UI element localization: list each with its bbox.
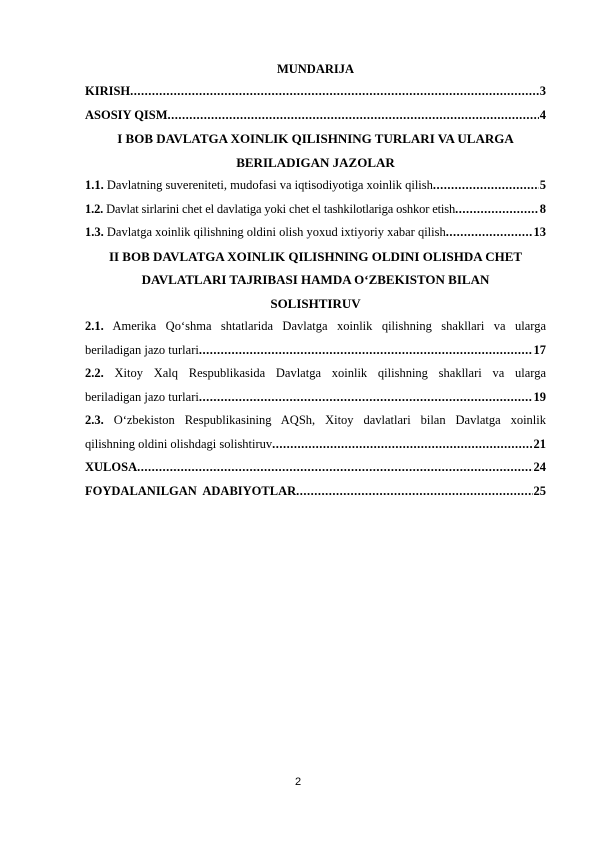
toc-entry-continuation xyxy=(85,339,546,363)
dot-leader xyxy=(137,456,532,480)
toc-entry-continuation xyxy=(85,433,546,457)
chapter-2-title-line: SOLISHTIRUV xyxy=(270,295,361,311)
toc-entry-page: 25 xyxy=(533,483,546,498)
toc-entry-label: ASOSIY QISM xyxy=(85,107,168,122)
toc-entry-kirish[interactable] xyxy=(85,80,546,104)
section-text: qilishning oldini olishdagi solishtiruv xyxy=(85,436,273,451)
toc-entry-1-2[interactable] xyxy=(85,198,546,222)
dot-leader xyxy=(199,386,533,410)
toc-entry-asosiy[interactable] xyxy=(85,104,546,128)
toc-entry-adabiyotlar[interactable] xyxy=(85,480,546,504)
toc-entry-2-2[interactable] xyxy=(85,362,546,409)
chapter-2-title-line: DAVLATLARI TAJRIBASI HAMDA O‘ZBEKISTON BILAN xyxy=(141,272,490,287)
toc-entry-label xyxy=(85,174,433,198)
section-text: beriladigan jazo turlari xyxy=(85,342,199,357)
dot-leader xyxy=(168,104,539,128)
toc-entry-page: 19 xyxy=(533,389,546,404)
toc-entry-page: 8 xyxy=(539,201,546,216)
toc-entry-2-1[interactable] xyxy=(85,315,546,362)
toc-entry-label: FOYDALANILGAN ADABIYOTLAR xyxy=(85,483,297,498)
dot-leader xyxy=(455,198,539,222)
chapter-1-title-line: BERILADIGAN JAZOLAR xyxy=(236,154,395,170)
dot-leader xyxy=(130,80,539,104)
section-text: O‘zbekiston Respublikasining AQSh, Xitoy davlatlari bilan Davlatga xoinlik xyxy=(113,413,547,427)
section-number: 2.2. xyxy=(85,366,104,380)
toc-entry-page: 13 xyxy=(533,225,546,239)
toc-entry-page: 3 xyxy=(539,84,546,98)
section-number: 1.3. xyxy=(85,225,104,239)
toc-entry-page: 17 xyxy=(533,342,546,357)
section-number: 2.3. xyxy=(85,413,104,427)
dot-leader xyxy=(272,433,532,457)
dot-leader xyxy=(296,480,532,504)
toc-entry-page: 4 xyxy=(539,107,546,122)
toc-entry-label xyxy=(85,221,446,245)
toc-entry-1-3[interactable] xyxy=(85,221,546,245)
section-number: 1.2. xyxy=(85,201,104,216)
chapter-2-title-line: II BOB DAVLATGA XOINLIK QILISHNING OLDINI OLISHDA CHET xyxy=(108,248,523,264)
toc-entry-label xyxy=(85,315,546,339)
toc-title: MUNDARIJA xyxy=(276,62,355,76)
section-text: Davlat sirlarini chet el davlatiga yoki chet el tashkilotlariga oshkor etish xyxy=(106,201,456,216)
toc-entry-xulosa[interactable] xyxy=(85,456,546,480)
dot-leader xyxy=(433,174,539,198)
toc-entry-label: XULOSA xyxy=(85,460,138,474)
toc-entry-2-3[interactable] xyxy=(85,409,546,456)
page-number: 2 xyxy=(294,776,302,788)
toc-chapter-1[interactable] xyxy=(85,127,546,174)
toc-entry-continuation xyxy=(85,386,546,410)
toc-entry-label xyxy=(85,362,546,386)
section-number: 2.1. xyxy=(85,319,104,333)
section-text: Amerika Qo‘shma shtatlarida Davlatga xoinlik qilishning shakllari va ularga xyxy=(112,319,546,333)
toc-entry-label xyxy=(85,409,546,433)
section-text: beriladigan jazo turlari xyxy=(85,389,199,404)
section-text: Xitoy Xalq Respublikasida Davlatga xoinlik qilishning shakllari va ularga xyxy=(114,366,546,380)
toc-chapter-2[interactable] xyxy=(85,245,546,316)
section-number: 1.1. xyxy=(85,178,104,192)
toc-entry-page: 21 xyxy=(533,436,546,451)
section-text: Davlatga xoinlik qilishning oldini olish yoxud ixtiyoriy xabar qilish xyxy=(106,225,446,239)
toc-entry-page: 5 xyxy=(539,178,546,192)
table-of-contents xyxy=(85,58,546,503)
dot-leader xyxy=(199,339,533,363)
toc-entry-1-1[interactable] xyxy=(85,174,546,198)
chapter-1-title-line: I BOB DAVLATGA XOINLIK QILISHNING TURLARI VA ULARGA xyxy=(117,131,514,146)
toc-entry-label xyxy=(85,198,455,222)
dot-leader xyxy=(446,221,533,245)
section-text: Davlatning suvereniteti, mudofasi va iqtisodiyotiga xoinlik qilish xyxy=(106,178,433,192)
toc-entry-page: 24 xyxy=(533,460,546,474)
toc-entry-label: KIRISH xyxy=(85,84,131,98)
